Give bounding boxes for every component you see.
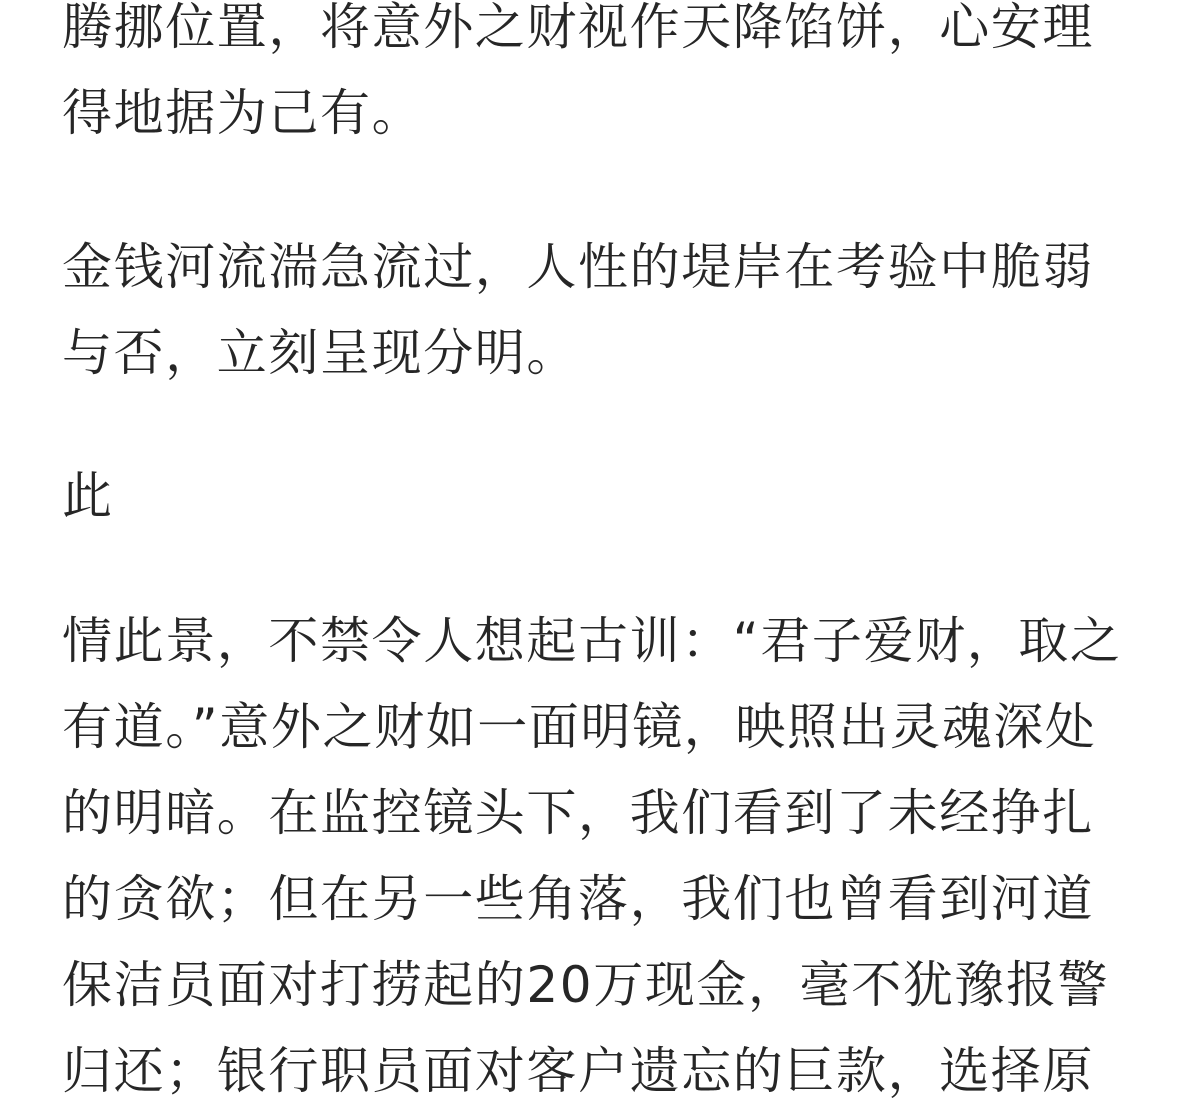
paragraph [62,224,1124,396]
text-line: 与否，立刻呈现分明。 [62,324,578,382]
text-line: 此 [62,467,114,525]
paragraph [62,453,1124,539]
text-line: 金钱河流湍急流过，人性的堤岸在考验中脆弱 [62,238,1094,296]
paragraph [62,0,1124,156]
paragraph [62,598,1124,1114]
text-line: 有道。”意外之财如一面明镜，映照出灵魂深处 [62,698,1097,756]
text-line: 归还；银行职员面对客户遗忘的巨款，选择原 [62,1042,1094,1100]
text-line: 腾挪位置，将意外之财视作天降馅饼，心安理 [62,0,1094,56]
text-line: 的贪欲；但在另一些角落，我们也曾看到河道 [62,870,1094,928]
text-line: 保洁员面对打捞起的20万现金，毫不犹豫报警 [62,956,1110,1014]
text-line: 情此景，不禁令人想起古训：“君子爱财，取之 [62,612,1122,670]
text-line: 的明暗。在监控镜头下，我们看到了未经挣扎 [62,784,1094,842]
text-line: 得地据为己有。 [62,84,424,142]
